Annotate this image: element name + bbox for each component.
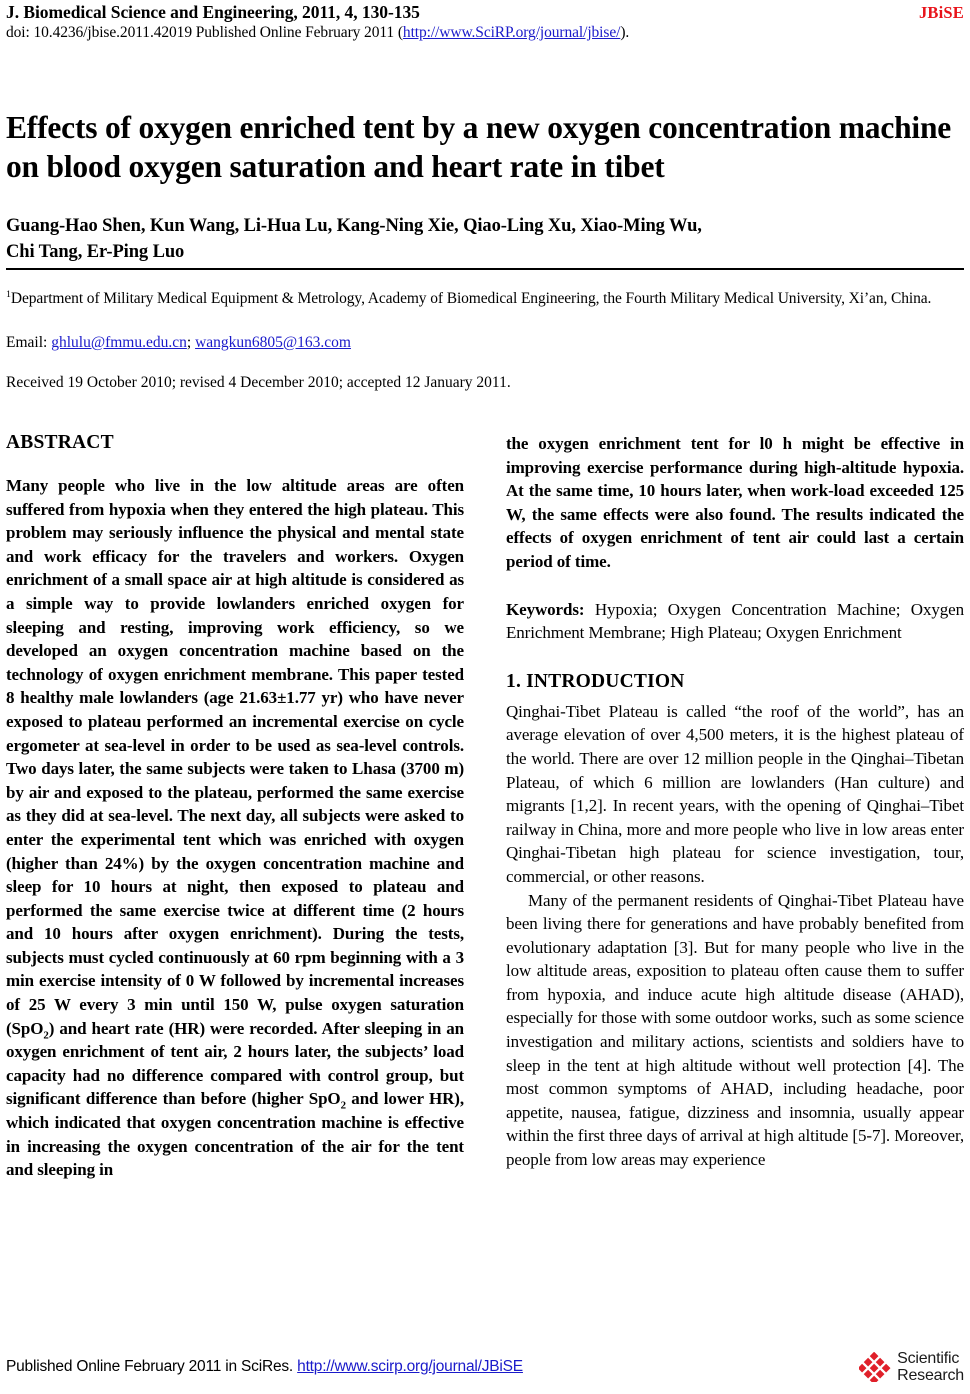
author-line-1 (6, 216, 702, 236)
abstract-text-1: Many people who live in the low altitude areas are often suffered from hypoxia when they entered the high plateau. This problem may seriously influence the physical and mental state and work efficacy for the travelers and workers. Oxygen enrichment of a small space air at high altitude is considered as a simple way to provide lowlanders enriched oxygen for sleeping and resting, improving work efficiency, so we developed an oxygen concentration machine based on the technology of oxygen enrichment membrane. This paper tested 8 healthy male lowlanders (age 21.63±1.77 yr) who have never exposed to plateau performed an incremental exercise on cycle ergometer at sea-level in order to be used as sea-level controls. Two days later, the same subjects were taken to Lhasa (3700 m) by air and exposed to the plateau, performed the same exercise as they did at sea-level. The next day, all subjects were asked to enter the experimental tent which was enriched with oxygen (higher than 24%) by the oxygen concentration machine and sleep for 10 hours at night, then exposed to plateau and performed the same exercise twice at different time (2 hours and 10 hours after oxygen enrichment). During the tests, subjects must cycled continuously at 60 rpm beginning with a 3 min exercise intensity of 0 W followed by incremental increases of 25 W every 3 min until 150 W, pulse oxygen saturation (SpO (6, 476, 464, 1038)
keywords-paragraph (506, 598, 964, 645)
logo-line-2: Research (897, 1367, 964, 1384)
footer-publication-line (6, 1358, 523, 1376)
abstract-text-3: and lower HR), which indicated that oxygen concentration machine is effective in increasing the oxygen concentration of the air for the tent and sleeping in (6, 1089, 465, 1180)
abstract-heading: ABSTRACT (6, 432, 114, 453)
column-right (506, 432, 964, 1172)
header-divider (6, 268, 964, 270)
introduction-heading: 1. INTRODUCTION (506, 670, 685, 692)
doi-url-link[interactable]: http://www.SciRP.org/journal/jbise/ (402, 24, 621, 41)
column-left (6, 432, 464, 1182)
abstract-text-2: ) and heart rate (HR) were recorded. After sleeping in an oxygen enrichment of tent air, 2 hours later, the subjects’ load capacity had no difference compared with control group, but significant difference than before (higher SpO (6, 1018, 464, 1109)
abstract-continuation (506, 432, 964, 574)
author-line-1-text: Guang-Hao Shen, Kun Wang, Li-Hua Lu, Kang-Ning Xie, Qiao-Ling Xu, Xiao-Ming Wu, (6, 216, 702, 236)
email-label: Email: (6, 334, 52, 351)
footer-url-link[interactable]: http://www.scirp.org/journal/JBiSE (297, 1358, 523, 1375)
diamond-lattice-icon (859, 1352, 893, 1382)
author-list (6, 213, 964, 265)
keywords-text: Hypoxia; Oxygen Concentration Machine; Oxygen Enrichment Membrane; High Plateau; Oxygen Enrichment (506, 599, 964, 643)
doi-suffix: ). (620, 24, 630, 41)
abstract-continuation-text: the oxygen enrichment tent for l0 h might be effective in improving exercise performance during high-altitude hypoxia. At the same time, 10 hours later, when work-load exceeded 125 W, the same effects were also found. The results indicated the effects of oxygen enrichment of tent air could last a certain period of time. (506, 434, 964, 571)
email-block (6, 332, 964, 354)
affiliation-text: Department of Military Medical Equipment & Metrology, Academy of Biomedical Engineering, the Fourth Military Medical University, Xi’an, China. (10, 290, 932, 307)
affiliation-marker: 1 (6, 288, 11, 300)
keywords-label: Keywords: (506, 599, 585, 619)
received-dates: Received 19 October 2010; revised 4 December 2010; accepted 12 January 2011. (6, 374, 511, 391)
author-line-2: Chi Tang, Er-Ping Luo (6, 242, 185, 262)
page-footer (6, 1350, 964, 1384)
logo-line-1: Scientific (897, 1350, 960, 1367)
paper-title: Effects of oxygen enriched tent by a new oxygen concentration machine on blood oxygen saturation and heart rate in tibet (6, 110, 952, 184)
running-head (6, 2, 964, 23)
affiliation-block (6, 288, 964, 310)
abstract-subscript-2: 2 (340, 1099, 346, 1112)
footer-prefix: Published Online February 2011 in SciRes. (6, 1358, 298, 1375)
email-link-1[interactable]: ghlulu@fmmu.edu.cn (51, 334, 187, 351)
doi-prefix: doi: 10.4236/jbise.2011.42019 Published Online February 2011 ( (6, 24, 403, 41)
email-separator: ; (186, 334, 196, 351)
abstract-paragraph (6, 474, 464, 1182)
journal-citation: J. Biomedical Science and Engineering, 2011, 4, 130-135 (6, 2, 420, 22)
scientific-research-logo (859, 1350, 964, 1384)
introduction-paragraph-2: Many of the permanent residents of Qinghai-Tibet Plateau have been living there for generations and have probably benefited from evolutionary adaptation [3]. But for many people who live in the low altitude areas, exposition to plateau often cause them to suffer from hypoxia, and induce acute high altitude disease (AHAD), especially for those with some outdoor works, such as some science investigation and military actions, scientists and soldiers have to sleep in the tent at high altitude without well protection [4]. The most common symptoms of AHAD, including headache, poor appetite, nausea, fatigue, dizziness and insomnia, usually appear within the first three days of arrival at high altitude [5-7]. Moreover, people from low areas may experience (506, 890, 964, 1170)
logo-wordmark (897, 1350, 964, 1384)
journal-mark: JBiSE (918, 3, 964, 22)
abstract-subscript-1: 2 (43, 1029, 49, 1042)
doi-line (6, 24, 964, 42)
introduction-paragraph-1: Qinghai-Tibet Plateau is called “the roof of the world”, has an average elevation of over 4,500 meters, it is the highest plateau of the world. There are over 12 million people in the Qinghai–Tibetan Plateau, of which 6 million are lowlanders (Han culture) and migrants [1,2]. In recent years, with the opening of Qinghai–Tibet railway in China, more and more people who live in low areas enter Qinghai-Tibetan high plateau for science investigation, tour, commercial, or other reasons. (506, 701, 964, 886)
email-link-2[interactable]: wangkun6805@163.com (195, 334, 351, 351)
